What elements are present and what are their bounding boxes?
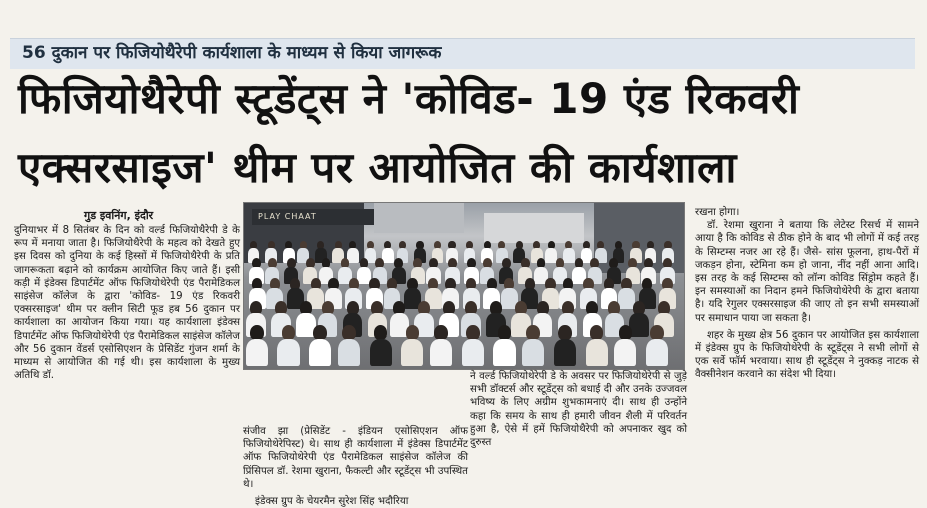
crowd-person-body xyxy=(462,339,484,366)
paragraph: डॉ. रेशमा खुराना ने बताया कि लेटेस्ट रिसर्च में सामने आया है कि कोविड से ठीक होने के बाद भी लोगों में कई तरह के सिम्टम्स नजर आ रहे हैं। जैसे- सांस फूलना, हाथ-पैरों में जकड़न होना, स्टेमिना कम हो जाना, नींद नहीं आना आदि। इस तरह के कई सिम्टम्स को लॉन्ग कोविड सिंड्रोम कहते हैं। इन समस्याओं का निदान हमने फिजियोथेरेपी के द्वारा बताया है। यदि रेगुलर एक्सरसाइज की जाए तो इन सभी समस्याओं पर समाधान पाया जा सकता है। xyxy=(695,220,919,324)
paragraph: इंडेक्स ग्रुप के चेयरमैन सुरेश सिंह भदौरिया xyxy=(255,496,409,508)
crowd-person-body xyxy=(401,339,423,366)
kicker-headline: 56 दुकान पर फिजियोथैरेपी कार्यशाला के माध्यम से किया जागरूक xyxy=(22,43,442,63)
crowd-person-body xyxy=(382,248,394,262)
paragraph: ने वर्ल्ड फिजियोथेरेपी डे के अवसर पर फिजियोथेरेपी से जुड़े सभी डॉक्टर्स और स्टूडेंट्स को बधाई दी और उनके उज्जवल भविष्य के लिए अग्रीम शुभकामनाएं दी। साथ ही उन्होंने कहा कि समय के साथ ही हमारी जीवन शैली में परिवर्तन हुआ है, ऐसे में हमें फिजियोथैरेपी को अपनाकर खुद को दुरुस्त xyxy=(470,371,687,449)
crowd-person-body xyxy=(309,339,331,366)
paragraph: शहर के मुख्य क्षेत्र 56 दुकान पर आयोजित इस कार्यशाला में इंडेक्स ग्रुप के फिजियोथेरेपी के स्टूडेंट्स ने सभी लोगों से एक सर्वे फॉर्म भरवाया। साथ ही स्टूडेंट्स ने नुक्कड़ नाटक से वैक्सीनेशन करवाने का संदेश भी दिया। xyxy=(695,329,919,381)
article-column-3 xyxy=(470,370,687,449)
crowd-person-body xyxy=(586,339,608,366)
paragraph: संजीव झा (प्रेसिडेंट - इंडियन एसोसिएशन ऑफ फिजियोथेरेपिस्ट) थे। साथ ही कार्यशाला में इंडेक्स डिपार्टमेंट ऑफ फिजियोथेरेपी एंड पैरामेडिकल साइंसेज कॉलेज की प्रिंसिपल डॉ. रेशमा खुराना, फैकल्टी और स्टूडेंट्स भी उपस्थित थे। xyxy=(243,426,468,490)
crowd-person-body xyxy=(646,339,668,366)
crowd-person-body xyxy=(563,248,575,262)
crowd-person-body xyxy=(338,339,360,366)
paragraph: रखना होगा। xyxy=(695,207,740,218)
crowd-person-body xyxy=(277,339,299,366)
crowd-person-body xyxy=(430,339,452,366)
article-column-1 xyxy=(14,224,240,382)
shop-sign: PLAY CHAAT xyxy=(252,209,378,225)
crowd-person-body xyxy=(246,339,268,366)
crowd-person-body xyxy=(614,339,636,366)
dateline: गुड इवनिंग, इंदौर xyxy=(84,209,154,222)
article-column-4 xyxy=(695,206,919,382)
crowd-person-body xyxy=(554,339,576,366)
crowd-person-body xyxy=(370,339,392,366)
paragraph: दुनियाभर में 8 सितंबर के दिन को वर्ल्ड फिजियोथैरेपी डे के रूप में मनाया जाता है। फिजियोथैरेपी के महत्व को देखते हुए इस दिवस को दुनिया के कई हिस्सों में फिजियोथैरेपी के प्रति जागरूकता बढ़ाने को कार्यक्रम आयोजित किए जाते हैं। इसी कड़ी में इंडेक्स डिपार्टमेंट ऑफ फिजियोथेरेपी एंड पैरामेडिकल साइंसेज कॉलेज के द्वारा 'कोविड- 19 एंड रिकवरी एक्सरसाइज' थीम पर क्लीन सिटी फूड हब 56 दुकान पर कार्यशाला का आयोजन किया गया। यह कार्यशाला इंडेक्स डिपार्टमेंट ऑफ फिजियोथेरेपी एंड पैरामेडिकल साइंसेज कॉलेज और 56 दुकान वेंडर्स एसोसिएशन के प्रेसिडेंट गुंजन शर्मा के माध्यम से आयोजित की गई थी। इस कार्यशाला के मुख्य अतिथि डॉ. xyxy=(14,225,240,382)
headline-line-2: एक्सरसाइज' थीम पर आयोजित की कार्यशाला xyxy=(18,143,737,192)
article-column-2 xyxy=(243,425,468,508)
crowd-person-body xyxy=(493,339,515,366)
headline-line-1: फिजियोथैरेपी स्टूडेंट्स ने 'कोविड- 19 एंड रिकवरी xyxy=(18,74,800,123)
group-photo xyxy=(243,202,685,370)
crowd-person-body xyxy=(629,313,649,337)
crowd-person-body xyxy=(522,339,544,366)
